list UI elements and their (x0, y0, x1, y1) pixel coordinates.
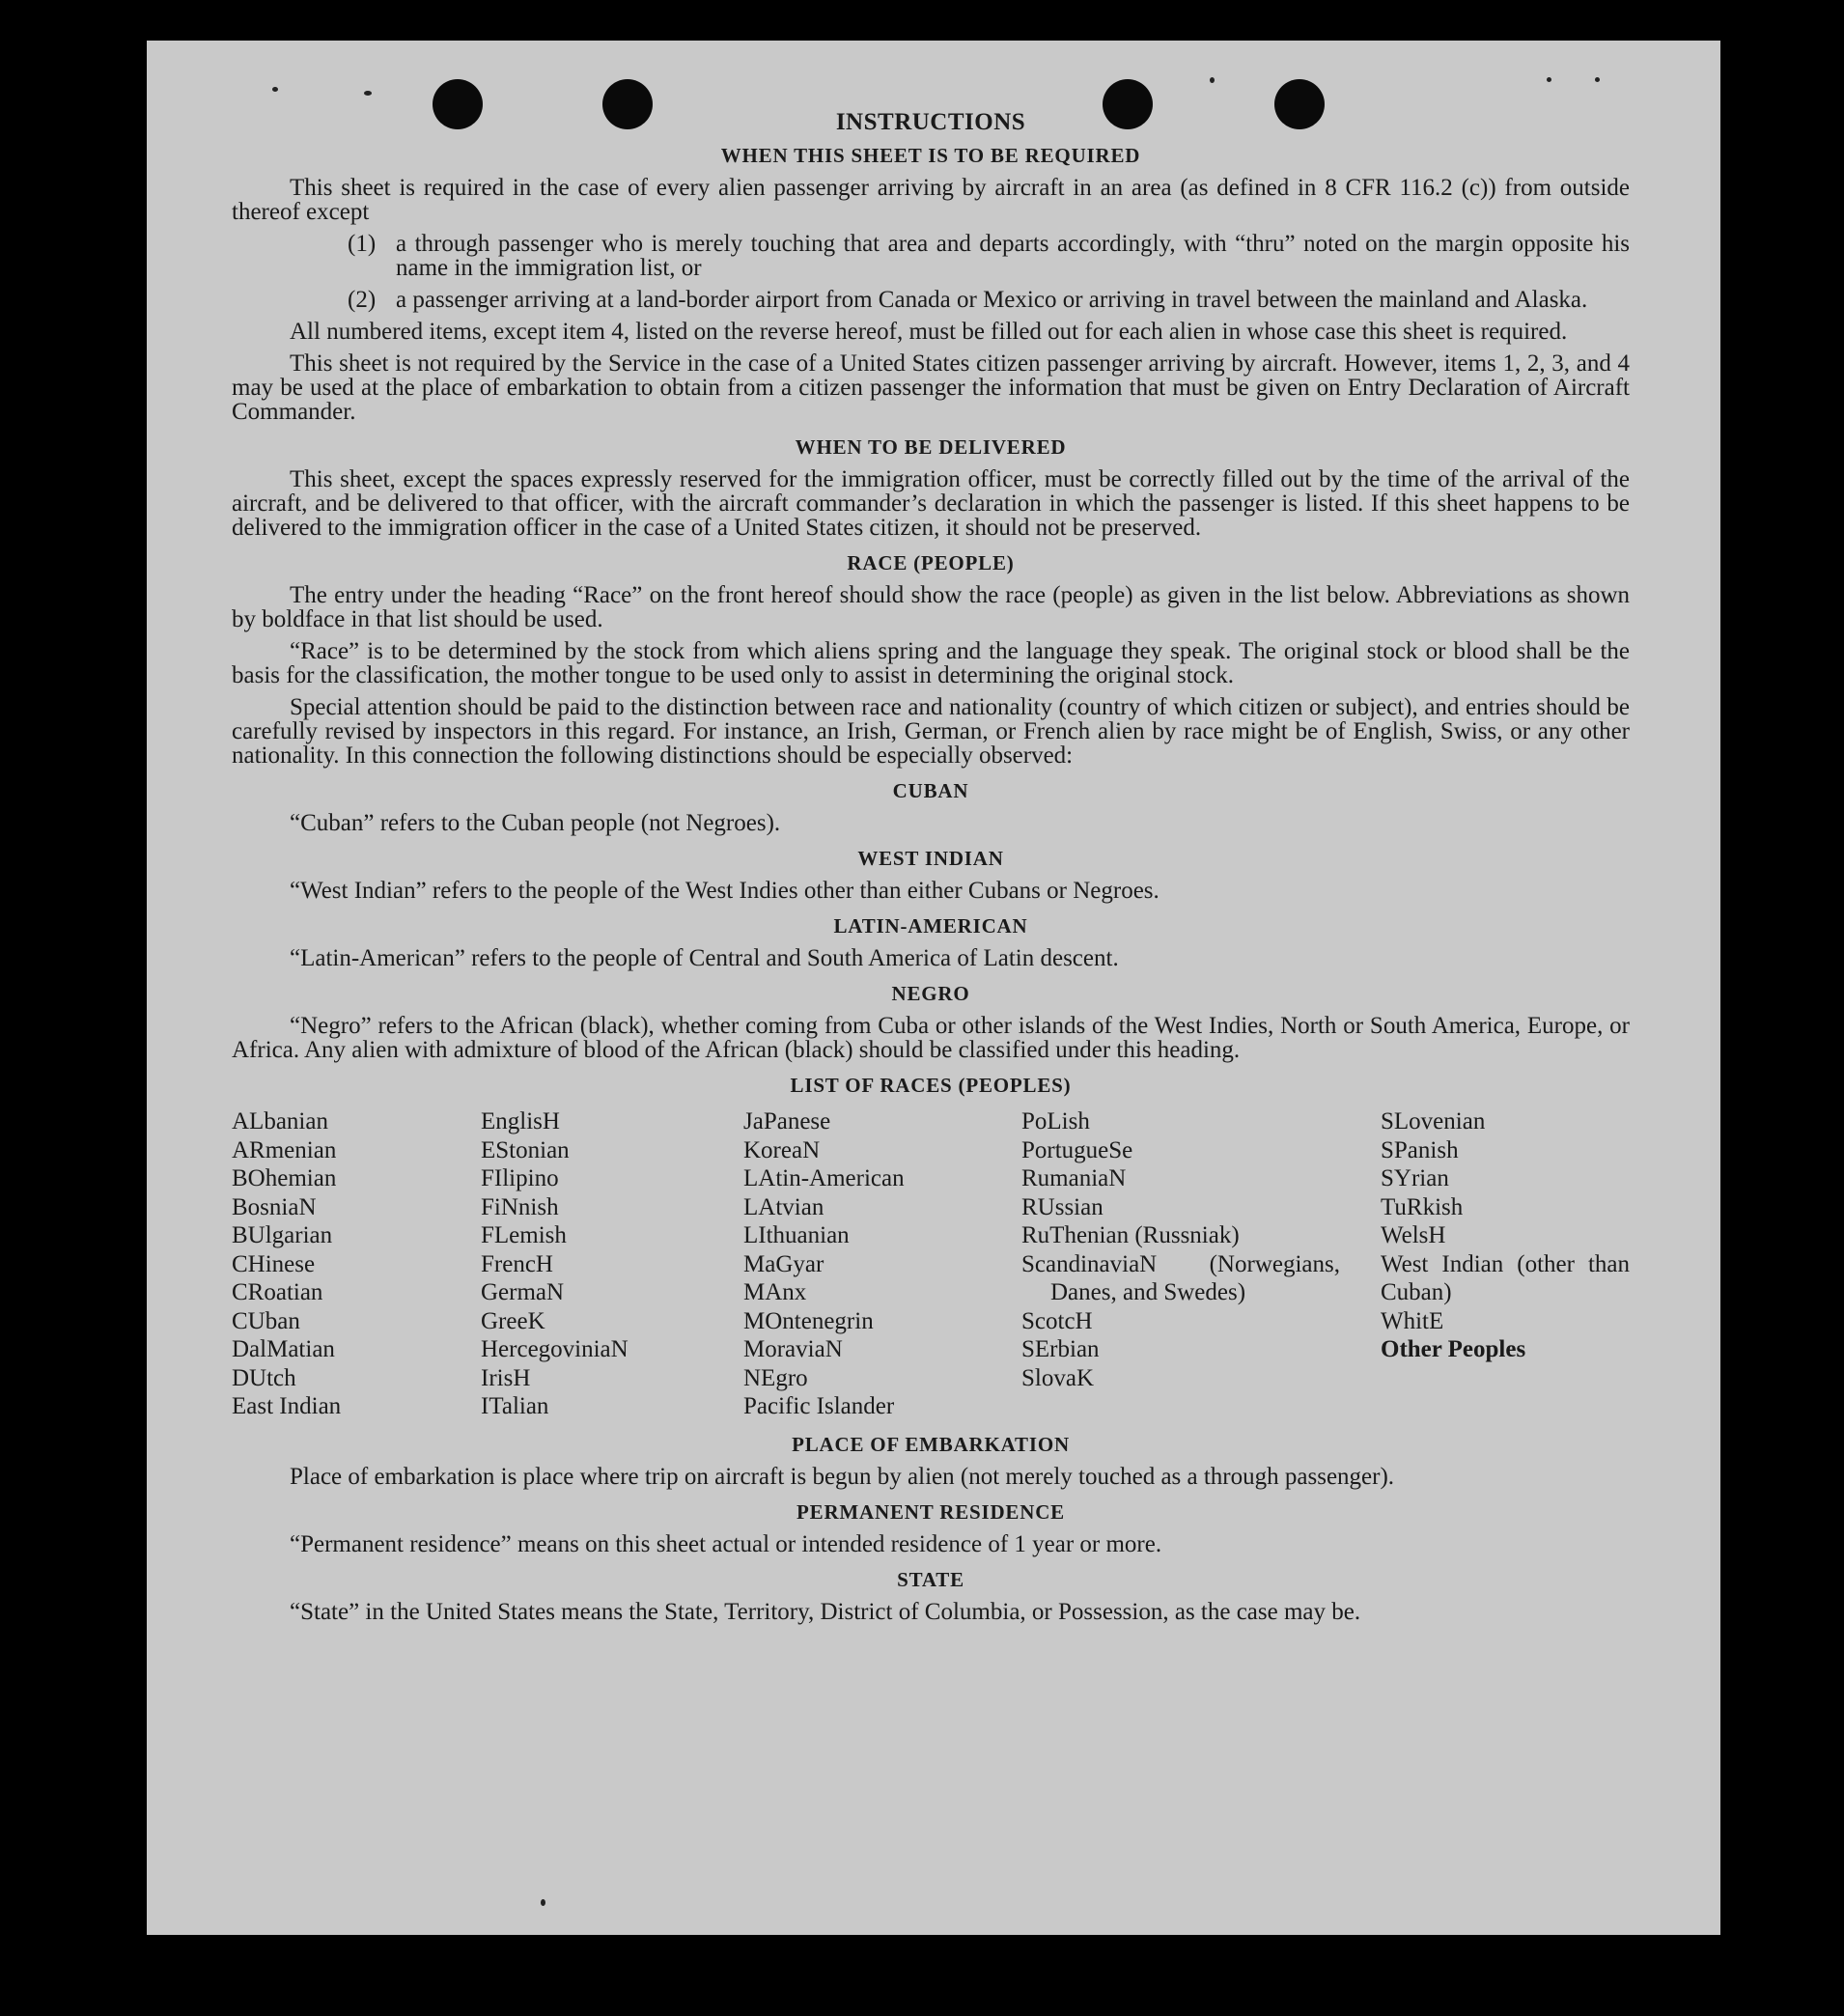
paragraph: Special attention should be paid to the distinction between race and nationality (country of which citizen or subject), and entries should be carefully revised by inspectors in this regard. For instance, an Irish, German, or French alien by race might be of English, Swiss, or any other nationality. In this connection the following distinctions should be especially observed: (232, 694, 1630, 769)
paragraph: Place of embarkation is place where trip on aircraft is begun by alien (not merely touched as a through passenger). (290, 1463, 1395, 1490)
race-item: Pacific Islander (743, 1393, 895, 1419)
race-item: LIthuanian (743, 1222, 850, 1248)
paragraph: “Latin-American” refers to the people of Central and South America of Latin descent. (290, 945, 1119, 971)
race-item: EnglisH (481, 1108, 560, 1134)
section-heading: RACE (PEOPLE) (847, 551, 1015, 574)
race-item: RuThenian (Russniak) (1021, 1222, 1240, 1248)
race-column (232, 1107, 481, 1421)
section-heading: WHEN TO BE DELIVERED (795, 435, 1067, 459)
paragraph: “West Indian” refers to the people of the West Indies other than either Cubans or Negroes. (290, 878, 1159, 904)
race-item: ARmenian (232, 1136, 337, 1163)
race-item: IrisH (481, 1364, 531, 1391)
race-item: CRoatian (232, 1279, 323, 1305)
race-item: CUban (232, 1307, 300, 1334)
paragraph: All numbered items, except item 4, listed on the reverse hereof, must be filled out for each alien in whose case this sheet is required. (290, 319, 1568, 345)
document-sheet (147, 41, 1720, 1935)
speck (272, 87, 278, 92)
paragraph: “Negro” refers to the African (black), whether coming from Cuba or other islands of the West Indies, North or South America, Europe, or Africa. Any alien with admixture of blood of the African (black) should be classified under this heading. (232, 1013, 1630, 1063)
race-item: ScotcH (1021, 1307, 1093, 1334)
race-item: PortugueSe (1021, 1136, 1133, 1163)
instructions-text (232, 110, 1630, 1632)
exception-item (348, 232, 1630, 280)
race-item: SErbian (1021, 1336, 1100, 1362)
race-item: WelsH (1381, 1222, 1446, 1248)
paragraph: “Permanent residence” means on this sheet actual or intended residence of 1 year or more. (290, 1530, 1162, 1557)
race-item: MaGyar (743, 1250, 824, 1277)
paragraph: “Cuban” refers to the Cuban people (not Negroes). (290, 810, 781, 836)
section-heading: CUBAN (892, 779, 969, 802)
race-item: SlovaK (1021, 1364, 1094, 1391)
race-item: East Indian (232, 1393, 342, 1419)
race-item: BosniaN (232, 1193, 317, 1220)
race-item: GermaN (481, 1279, 565, 1305)
race-item: ScandinaviaN (Norwegians, Danes, and Swedes) (1021, 1250, 1340, 1305)
race-item: MoraviaN (743, 1336, 843, 1362)
section-heading: NEGRO (891, 982, 970, 1005)
speck (541, 1899, 545, 1906)
race-item: HercegoviniaN (481, 1336, 629, 1362)
race-column (481, 1107, 743, 1421)
race-list (232, 1107, 1630, 1421)
paragraph: “State” in the United States means the State, Territory, District of Columbia, or Possession, as the case may be. (290, 1598, 1361, 1625)
race-column (1021, 1107, 1381, 1421)
paragraph: This sheet is required in the case of every alien passenger arriving by aircraft in an area (as defined in 8 CFR 116.2 (c)) from outside thereof except (232, 175, 1630, 225)
race-item: DalMatian (232, 1336, 335, 1362)
race-item: GreeK (481, 1307, 545, 1334)
race-item: FiNnish (481, 1193, 559, 1220)
page-title: INSTRUCTIONS (835, 109, 1026, 135)
speck (364, 91, 372, 96)
race-item: NEgro (743, 1364, 808, 1391)
race-item: JaPanese (743, 1108, 831, 1134)
paragraph: This sheet, except the spaces expressly reserved for the immigration officer, must be correctly filled out by the time of the arrival of the aircraft, and be delivered to that officer, with the aircraft commander’s declaration in which the passenger is listed. If this sheet happens to be delivered to the immigration officer in the case of a United States citizen, it should not be preserved. (232, 466, 1630, 541)
item-number: (1) (348, 231, 377, 257)
section-heading: WHEN THIS SHEET IS TO BE REQUIRED (720, 144, 1141, 167)
race-item: CHinese (232, 1250, 316, 1277)
race-item: RUssian (1021, 1193, 1104, 1220)
race-item: WhitE (1381, 1307, 1444, 1334)
paragraph: The entry under the heading “Race” on the front hereof should show the race (people) as given in the list below. Abbreviations as shown by boldface in that list should be used. (232, 582, 1630, 632)
section-heading: LATIN-AMERICAN (833, 914, 1028, 938)
race-item: DUtch (232, 1364, 296, 1391)
speck (1210, 77, 1215, 83)
section-heading: PERMANENT RESIDENCE (796, 1499, 1065, 1524)
race-item: EStonian (481, 1136, 570, 1163)
speck (1595, 77, 1600, 82)
race-item: TuRkish (1381, 1193, 1464, 1220)
race-item: RumaniaN (1021, 1165, 1127, 1191)
section-heading: PLACE OF EMBARKATION (792, 1432, 1070, 1456)
race-item: FLemish (481, 1222, 567, 1248)
race-item: MOntenegrin (743, 1307, 874, 1334)
race-item: FrencH (481, 1250, 553, 1277)
item-text: a passenger arriving at a land-border airport from Canada or Mexico or arriving in travel between the mainland and Alaska. (396, 287, 1588, 313)
race-item: ALbanian (232, 1108, 328, 1134)
race-item: BOhemian (232, 1165, 337, 1191)
item-text: a through passenger who is merely touching that area and departs accordingly, with “thru” noted on the margin opposite his name in the immigration list, or (396, 231, 1630, 281)
race-item: MAnx (743, 1279, 807, 1305)
race-item: West Indian (other than Cuban) (1381, 1250, 1630, 1305)
race-item: LAtvian (743, 1193, 824, 1220)
race-item: SYrian (1381, 1165, 1449, 1191)
race-column (743, 1107, 1021, 1421)
race-item: LAtin-American (743, 1165, 905, 1191)
race-column (1381, 1107, 1630, 1421)
paragraph: “Race” is to be determined by the stock from which aliens spring and the language they speak. The original stock or blood shall be the basis for the classification, the mother tongue to be used only to assist in determining the original stock. (232, 638, 1630, 688)
item-number: (2) (348, 287, 377, 313)
race-item: Other Peoples (1381, 1336, 1526, 1362)
exception-item (348, 288, 1630, 312)
race-item: SLovenian (1381, 1108, 1486, 1134)
section-heading: WEST INDIAN (857, 847, 1004, 870)
race-item: FIlipino (481, 1165, 559, 1191)
section-heading: LIST OF RACES (PEOPLES) (790, 1074, 1072, 1097)
race-item: PoLish (1021, 1108, 1090, 1134)
race-item: BUlgarian (232, 1222, 333, 1248)
race-item: ITalian (481, 1393, 549, 1419)
speck (1547, 77, 1551, 82)
race-item: SPanish (1381, 1136, 1459, 1163)
section-heading: STATE (897, 1567, 964, 1591)
race-item: KoreaN (743, 1136, 821, 1163)
paragraph: This sheet is not required by the Service in the case of a United States citizen passenger arriving by aircraft. However, items 1, 2, 3, and 4 may be used at the place of embarkation to obtain from a citizen passenger the information that must be given on Entry Declaration of Aircraft Commander. (232, 350, 1630, 425)
